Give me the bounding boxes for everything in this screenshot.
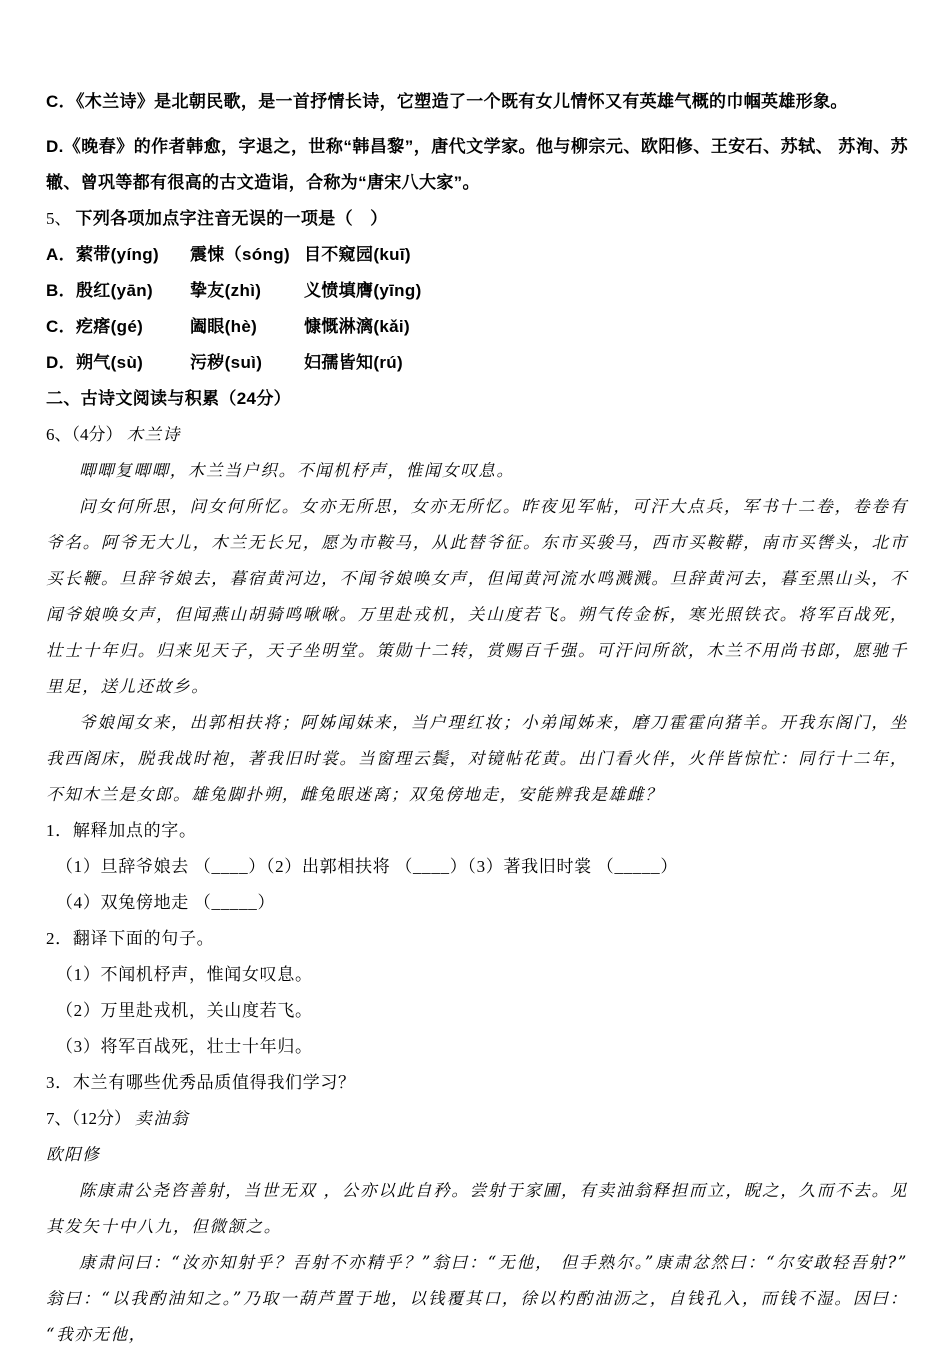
q5-option-a-item-1: 萦带(yíng) bbox=[75, 245, 159, 264]
q5-option-b-item-1: 殷红(yān) bbox=[75, 281, 153, 300]
q5-stem bbox=[46, 201, 908, 237]
q7-header bbox=[46, 1101, 908, 1137]
q7-title: 卖油翁 bbox=[135, 1109, 190, 1128]
q5-option-d-item-2: 污秽(suì) bbox=[189, 353, 263, 372]
q6-number: 6、（4分） bbox=[46, 425, 123, 444]
q6-header bbox=[46, 417, 908, 453]
q5-option-a-item-3: 目不窥园(kuī) bbox=[303, 245, 411, 264]
mcq-option-c: C．《木兰诗》是北朝民歌，是一首抒情长诗，它塑造了一个既有女儿情怀又有英雄气概的巾帼英雄形象。 bbox=[46, 92, 848, 111]
q6-sub2-item-3: （3）将军百战死，壮士十年归。 bbox=[56, 1037, 313, 1056]
q7-author: 欧阳修 bbox=[46, 1145, 101, 1164]
q6-sub3: 3．木兰有哪些优秀品质值得我们学习？ bbox=[46, 1073, 356, 1092]
q5-stem-text: 下列各项加点字注音无误的一项是（ ） bbox=[75, 209, 388, 228]
q5-option-b-label: B． bbox=[46, 281, 76, 300]
q6-sub1-title: 1．解释加点的字。 bbox=[46, 821, 197, 840]
q6-poem-paragraph-2: 问女何所思，问女何所忆。女亦无所思，女亦无所忆。昨夜见军帖，可汗大点兵，军书十二卷，卷卷有爷名。阿爷无大儿，木兰无长兄，愿为市鞍马，从此替爷征。东市买骏马，西市买鞍鞯，南市买辔头，北市买长鞭。旦辞爷娘去，暮宿黄河边，不闻爷娘唤女声，但闻黄河流水鸣溅溅。旦辞黄河去，暮至黑山头，不闻爷娘唤女声，但闻燕山胡骑鸣啾啾。万里赴戎机，关山度若飞。朔气传金柝，寒光照铁衣。将军百战死，壮士十年归。归来见天子，天子坐明堂。策勋十二转，赏赐百千强。可汗问所欲，木兰不用尚书郎，愿驰千里足，送儿还故乡。 bbox=[46, 497, 908, 696]
q7-paragraph-2: 康肃问曰：“汝亦知射乎？吾射不亦精乎？”翁曰：“无他， 但手熟尔。”康肃忿然曰：“尔安敢轻吾射?”翁曰：“以我酌油知之。”乃取一葫芦置于地，以钱覆其口，徐以杓酌油沥之，自钱孔入，而钱不湿。因曰：“我亦无他， bbox=[46, 1253, 908, 1344]
q5-option-c-label: C． bbox=[46, 317, 76, 336]
q5-option-b-item-2: 挚友(zhì) bbox=[189, 281, 262, 300]
q5-option-d-label: D． bbox=[46, 353, 76, 372]
q5-option-d-item-1: 朔气(sù) bbox=[75, 353, 144, 372]
mcq-option-d: D.《晚春》的作者韩愈，字退之，世称“韩昌黎”，唐代文学家。他与柳宗元、欧阳修、王安石、苏轼、 苏洵、苏辙、曾巩等都有很高的古文造诣，合称为“唐宋八大家”。 bbox=[46, 137, 908, 192]
q6-sub2-title: 2．翻译下面的句子。 bbox=[46, 929, 215, 948]
q6-sub2-item-1: （1）不闻机杼声，惟闻女叹息。 bbox=[56, 965, 313, 984]
q6-poem-paragraph-1: 唧唧复唧唧，木兰当户织。不闻机杼声，惟闻女叹息。 bbox=[79, 461, 515, 480]
q5-option-a-item-2: 震悚（sóng) bbox=[189, 245, 290, 264]
q5-option-c bbox=[46, 309, 908, 345]
q6-sub1-blanks-line-1: （1）旦辞爷娘去 （____）（2）出郭相扶将 （____）（3）著我旧时裳 （_____） bbox=[56, 857, 679, 876]
q6-title: 木兰诗 bbox=[126, 425, 181, 444]
q6-sub1-blanks-line-2: （4）双兔傍地走 （_____） bbox=[56, 893, 276, 912]
q5-option-c-item-3: 慷慨淋漓(kǎi) bbox=[303, 317, 410, 336]
q5-number: 5、 bbox=[46, 209, 72, 228]
q5-option-b-item-3: 义愤填膺(yīng) bbox=[303, 281, 422, 300]
q6-poem-paragraph-3: 爷娘闻女来，出郭相扶将；阿姊闻妹来，当户理红妆；小弟闻姊来，磨刀霍霍向猪羊。开我东阁门，坐我西阁床，脱我战时袍，著我旧时裳。当窗理云鬓，对镜帖花黄。出门看火伴，火伴皆惊忙：同行十二年，不知木兰是女郎。雄兔脚扑朔，雌兔眼迷离；双兔傍地走，安能辨我是雄雌？ bbox=[46, 713, 908, 804]
q5-option-c-item-1: 疙瘩(gé) bbox=[75, 317, 144, 336]
q5-option-d bbox=[46, 345, 908, 381]
q5-option-d-item-3: 妇孺皆知(rú) bbox=[303, 353, 404, 372]
q5-option-a bbox=[46, 237, 908, 273]
q6-sub2-item-2: （2）万里赴戎机，关山度若飞。 bbox=[56, 1001, 313, 1020]
q5-option-a-label: A． bbox=[46, 245, 76, 264]
q5-option-c-item-2: 阖眼(hè) bbox=[189, 317, 258, 336]
q5-option-b bbox=[46, 273, 908, 309]
q7-paragraph-1: 陈康肃公尧咨善射，当世无双 ，公亦以此自矜。尝射于家圃，有卖油翁释担而立，睨之，久而不去。见其发矢十中八九，但微颔之。 bbox=[46, 1181, 908, 1236]
section-2-heading: 二、古诗文阅读与积累（24分） bbox=[46, 389, 292, 408]
q7-number: 7、（12分） bbox=[46, 1109, 131, 1128]
